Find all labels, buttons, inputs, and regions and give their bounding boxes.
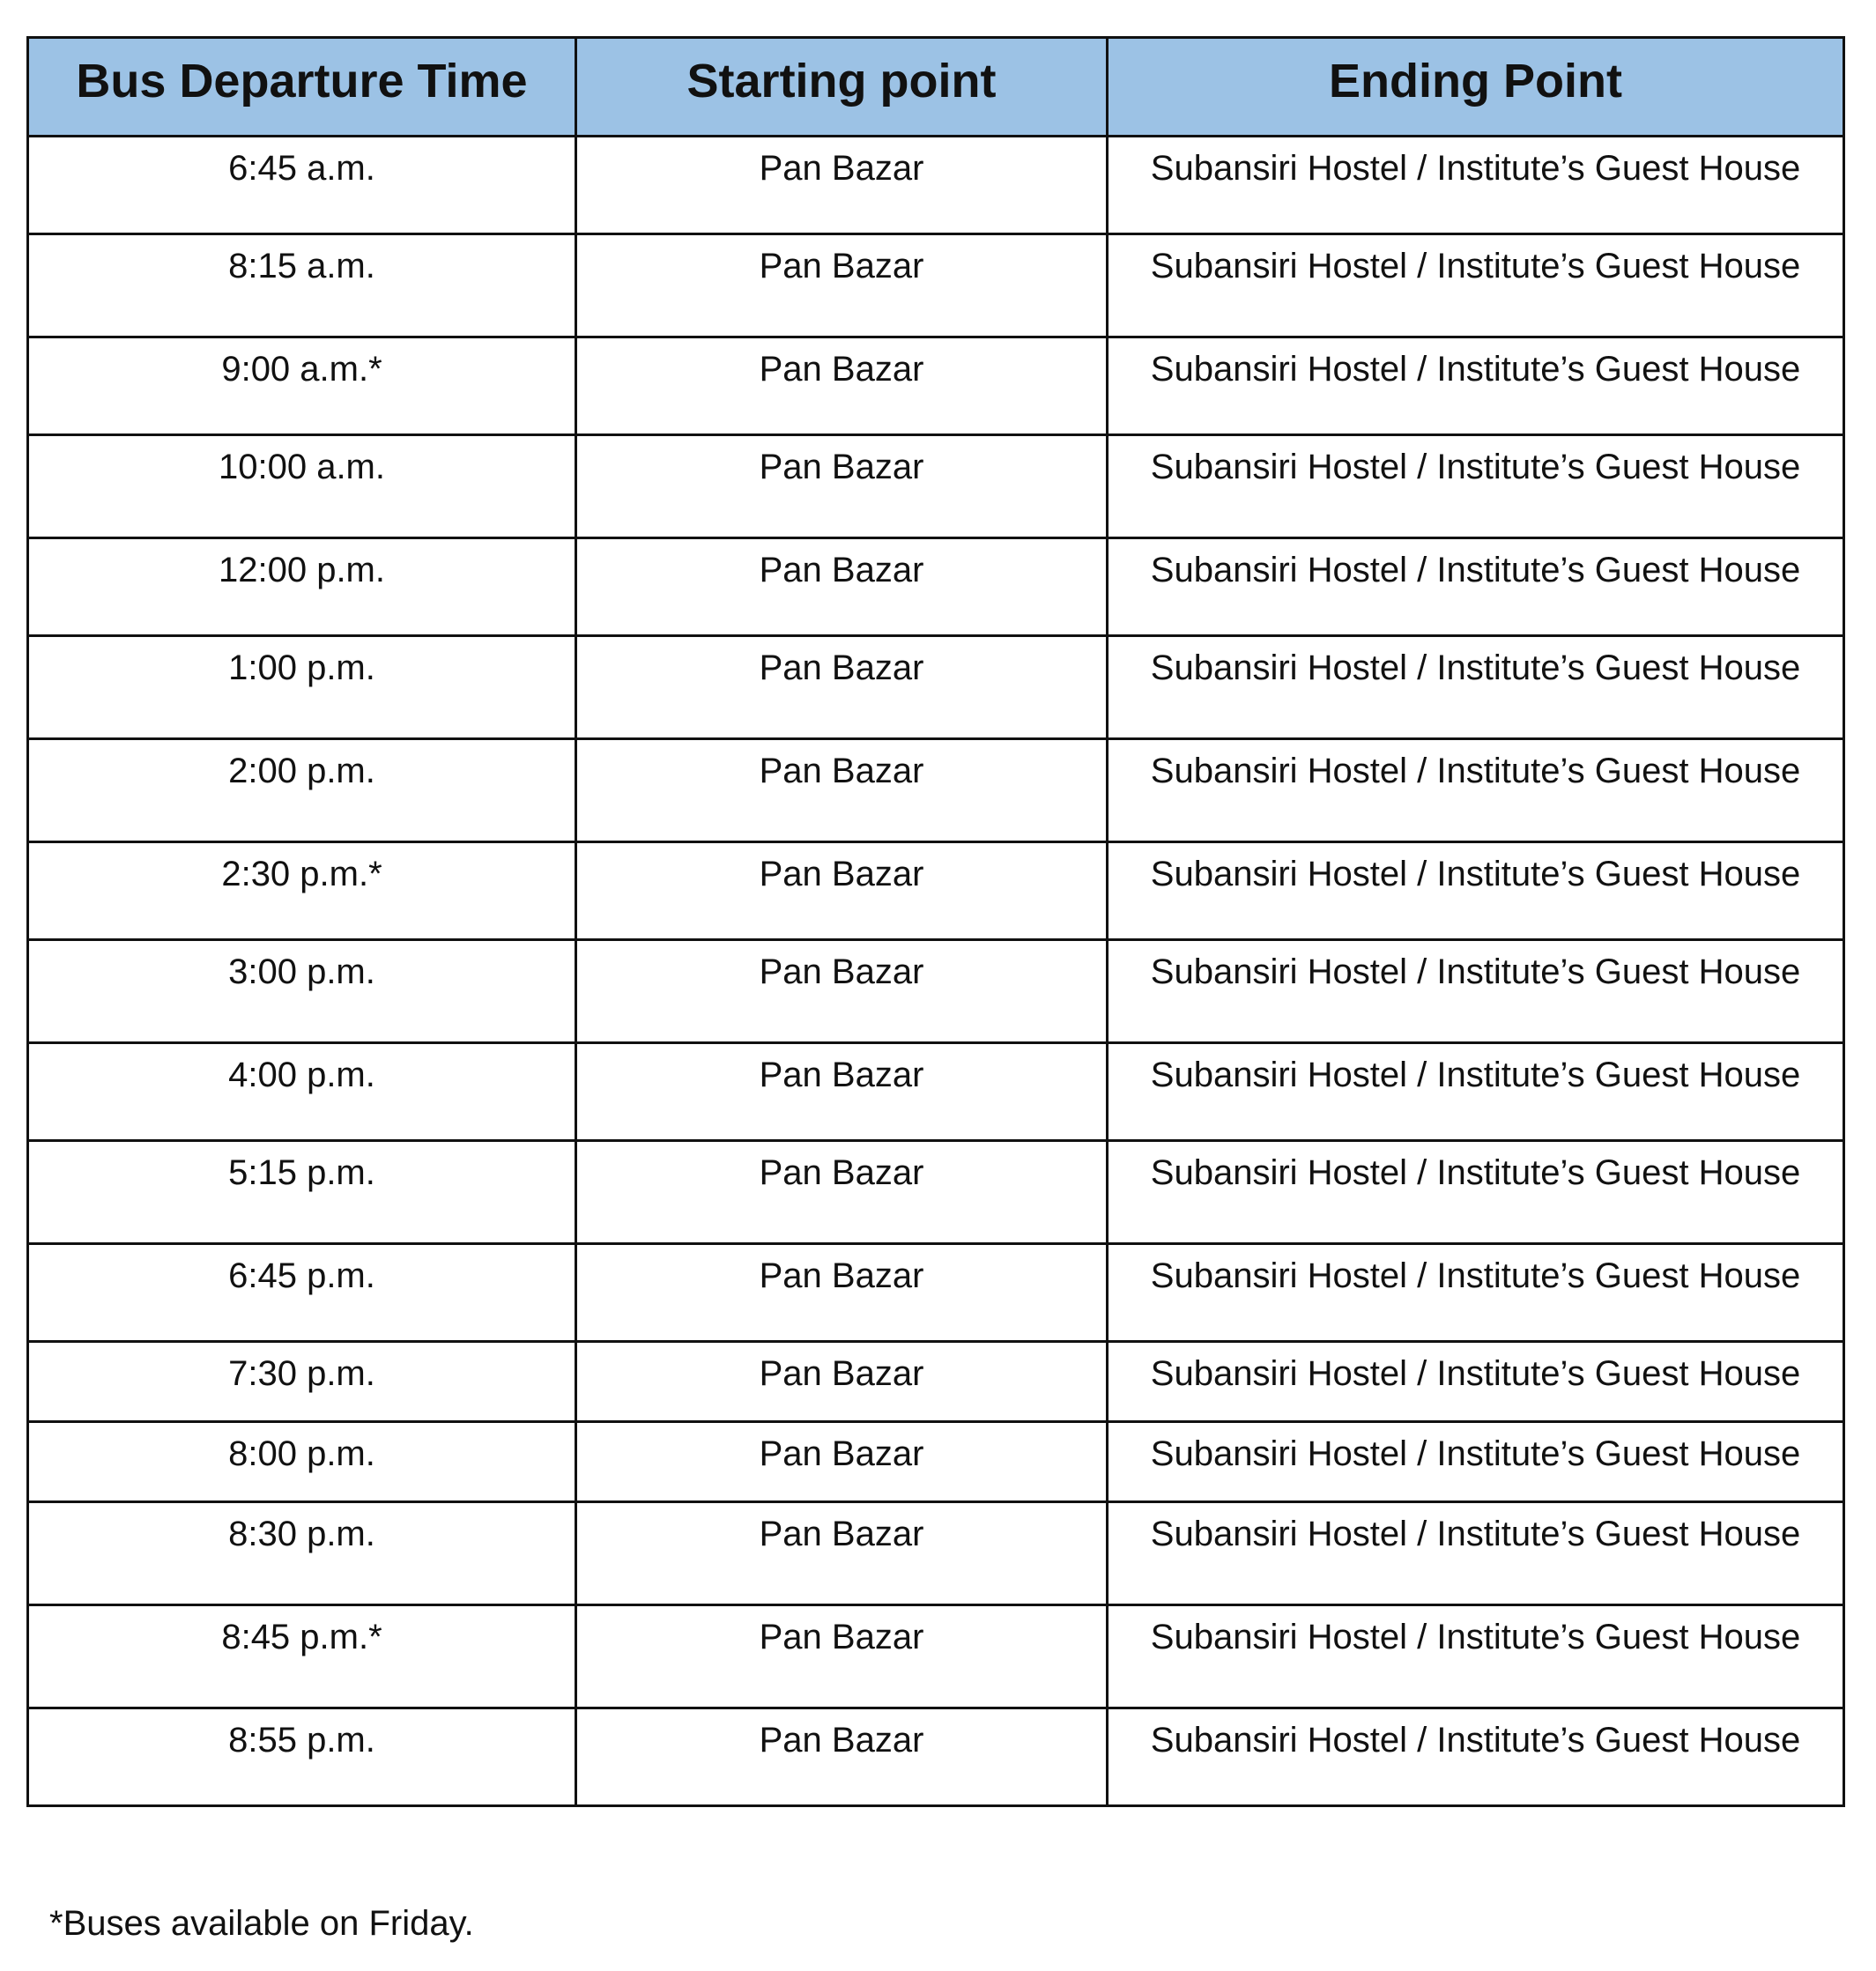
departure-time-cell: 8:30 p.m. <box>28 1502 576 1605</box>
starting-point-cell: Pan Bazar <box>576 1422 1108 1502</box>
header-starting-point: Starting point <box>576 38 1108 137</box>
ending-point-cell: Subansiri Hostel / Institute’s Guest House <box>1108 1141 1844 1244</box>
table-row <box>28 1708 1844 1806</box>
friday-footnote: *Buses available on Friday. <box>49 1904 474 1943</box>
ending-point-cell: Subansiri Hostel / Institute’s Guest House <box>1108 337 1844 435</box>
departure-time-cell: 6:45 a.m. <box>28 137 576 234</box>
departure-time-cell: 9:00 a.m.* <box>28 337 576 435</box>
starting-point-cell: Pan Bazar <box>576 234 1108 337</box>
ending-point-cell: Subansiri Hostel / Institute’s Guest House <box>1108 842 1844 940</box>
ending-point-cell: Subansiri Hostel / Institute’s Guest House <box>1108 1502 1844 1605</box>
starting-point-cell: Pan Bazar <box>576 137 1108 234</box>
starting-point-cell: Pan Bazar <box>576 940 1108 1043</box>
table-row <box>28 1422 1844 1502</box>
ending-point-cell: Subansiri Hostel / Institute’s Guest House <box>1108 940 1844 1043</box>
bus-schedule-table <box>26 36 1845 1807</box>
table-header-row <box>28 38 1844 137</box>
starting-point-cell: Pan Bazar <box>576 337 1108 435</box>
header-departure-time: Bus Departure Time <box>28 38 576 137</box>
table-row <box>28 337 1844 435</box>
table-row <box>28 1141 1844 1244</box>
starting-point-cell: Pan Bazar <box>576 435 1108 538</box>
starting-point-cell: Pan Bazar <box>576 739 1108 842</box>
ending-point-cell: Subansiri Hostel / Institute’s Guest House <box>1108 234 1844 337</box>
table-row <box>28 1043 1844 1141</box>
ending-point-cell: Subansiri Hostel / Institute’s Guest House <box>1108 739 1844 842</box>
starting-point-cell: Pan Bazar <box>576 842 1108 940</box>
ending-point-cell: Subansiri Hostel / Institute’s Guest House <box>1108 1605 1844 1708</box>
ending-point-cell: Subansiri Hostel / Institute’s Guest House <box>1108 1422 1844 1502</box>
departure-time-cell: 5:15 p.m. <box>28 1141 576 1244</box>
table-row <box>28 1244 1844 1342</box>
departure-time-cell: 4:00 p.m. <box>28 1043 576 1141</box>
table-row <box>28 1342 1844 1422</box>
table-row <box>28 1605 1844 1708</box>
departure-time-cell: 8:00 p.m. <box>28 1422 576 1502</box>
starting-point-cell: Pan Bazar <box>576 1043 1108 1141</box>
departure-time-cell: 8:55 p.m. <box>28 1708 576 1806</box>
table-row <box>28 538 1844 636</box>
ending-point-cell: Subansiri Hostel / Institute’s Guest House <box>1108 1043 1844 1141</box>
ending-point-cell: Subansiri Hostel / Institute’s Guest House <box>1108 435 1844 538</box>
table-row <box>28 137 1844 234</box>
ending-point-cell: Subansiri Hostel / Institute’s Guest House <box>1108 137 1844 234</box>
departure-time-cell: 2:00 p.m. <box>28 739 576 842</box>
departure-time-cell: 7:30 p.m. <box>28 1342 576 1422</box>
table-row <box>28 940 1844 1043</box>
table-row <box>28 1502 1844 1605</box>
starting-point-cell: Pan Bazar <box>576 1342 1108 1422</box>
table-row <box>28 435 1844 538</box>
table-row <box>28 636 1844 739</box>
departure-time-cell: 6:45 p.m. <box>28 1244 576 1342</box>
table-row <box>28 234 1844 337</box>
departure-time-cell: 1:00 p.m. <box>28 636 576 739</box>
ending-point-cell: Subansiri Hostel / Institute’s Guest House <box>1108 1342 1844 1422</box>
starting-point-cell: Pan Bazar <box>576 1141 1108 1244</box>
starting-point-cell: Pan Bazar <box>576 1605 1108 1708</box>
departure-time-cell: 8:45 p.m.* <box>28 1605 576 1708</box>
departure-time-cell: 2:30 p.m.* <box>28 842 576 940</box>
table-row <box>28 739 1844 842</box>
starting-point-cell: Pan Bazar <box>576 1502 1108 1605</box>
header-ending-point: Ending Point <box>1108 38 1844 137</box>
ending-point-cell: Subansiri Hostel / Institute’s Guest House <box>1108 636 1844 739</box>
starting-point-cell: Pan Bazar <box>576 1708 1108 1806</box>
starting-point-cell: Pan Bazar <box>576 636 1108 739</box>
departure-time-cell: 12:00 p.m. <box>28 538 576 636</box>
ending-point-cell: Subansiri Hostel / Institute’s Guest House <box>1108 1244 1844 1342</box>
starting-point-cell: Pan Bazar <box>576 538 1108 636</box>
departure-time-cell: 8:15 a.m. <box>28 234 576 337</box>
departure-time-cell: 3:00 p.m. <box>28 940 576 1043</box>
ending-point-cell: Subansiri Hostel / Institute’s Guest House <box>1108 538 1844 636</box>
table-row <box>28 842 1844 940</box>
departure-time-cell: 10:00 a.m. <box>28 435 576 538</box>
starting-point-cell: Pan Bazar <box>576 1244 1108 1342</box>
ending-point-cell: Subansiri Hostel / Institute’s Guest House <box>1108 1708 1844 1806</box>
